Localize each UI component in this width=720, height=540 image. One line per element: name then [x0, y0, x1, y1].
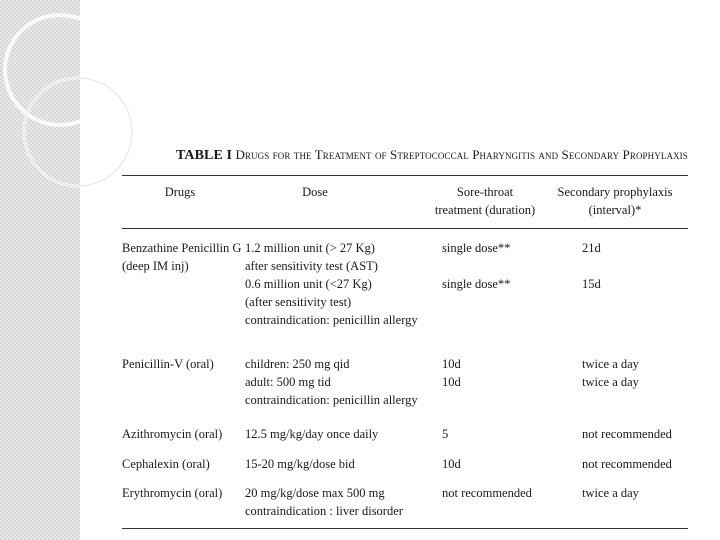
treatment-line	[442, 257, 510, 275]
column-header-prophylaxis	[555, 183, 675, 219]
table-row-dose	[245, 425, 378, 443]
table-row-treatment	[442, 239, 510, 293]
drug-name: Penicillin-V (oral)	[122, 357, 214, 371]
dose-line: 1.2 million unit (> 27 Kg)	[245, 241, 375, 255]
treatment-line: single dose**	[442, 277, 511, 291]
table-row-dose	[245, 239, 418, 329]
table-bottom-rule	[122, 528, 688, 529]
dose-line: contraindication: penicillin allergy	[245, 313, 418, 327]
dose-line: 20 mg/kg/dose max 500 mg	[245, 486, 385, 500]
table-number: TABLE I	[176, 148, 233, 163]
treatment-line: 5	[442, 427, 449, 441]
dose-line: 15-20 mg/kg/dose bid	[245, 457, 355, 471]
column-header-prophylaxis-line1: Secondary prophylaxis	[557, 185, 673, 199]
prophylaxis-line: twice a day	[582, 486, 639, 500]
treatment-line: 10d	[442, 457, 461, 471]
table-row-prophylaxis	[582, 425, 672, 443]
table-top-rule	[122, 175, 688, 176]
treatment-line: 10d	[442, 375, 461, 389]
prophylaxis-line	[582, 257, 601, 275]
dose-line: contraindication: penicillin allergy	[245, 393, 418, 407]
table-row-prophylaxis	[582, 484, 639, 502]
drug-route: (deep IM inj)	[122, 259, 189, 273]
table-caption: Drugs for the Treatment of Streptococcal Pharyngitis and Secondary Prophylaxis	[235, 147, 688, 162]
table-header-rule	[122, 228, 688, 229]
table-row-treatment	[442, 484, 532, 502]
table-row-prophylaxis	[582, 239, 601, 293]
drug-name: Benzathine Penicillin G	[122, 241, 242, 255]
table-row-drug	[122, 455, 210, 473]
prophylaxis-line: 15d	[582, 277, 601, 291]
table-row-drug	[122, 425, 222, 443]
table-row-dose	[245, 455, 355, 473]
table-row-prophylaxis	[582, 355, 639, 391]
prophylaxis-line: not recommended	[582, 457, 672, 471]
table-row-treatment	[442, 455, 461, 473]
column-header-prophylaxis-line2: (interval)*	[588, 203, 642, 217]
table-row-drug	[122, 484, 222, 502]
prophylaxis-line: twice a day	[582, 375, 639, 389]
column-header-drugs: Drugs	[164, 185, 196, 199]
treatment-line: not recommended	[442, 486, 532, 500]
column-header-dose: Dose	[302, 185, 328, 199]
dose-line: adult: 500 mg tid	[245, 375, 331, 389]
table-row-dose	[245, 355, 418, 409]
dose-line: contraindication : liver disorder	[245, 504, 403, 518]
prophylaxis-line: not recommended	[582, 427, 672, 441]
prophylaxis-line: twice a day	[582, 357, 639, 371]
table-row-drug	[122, 239, 241, 275]
table-row-treatment	[442, 425, 448, 443]
drug-name: Azithromycin (oral)	[122, 427, 223, 441]
table-row-prophylaxis	[582, 455, 672, 473]
dose-line: 0.6 million unit (<27 Kg)	[245, 277, 372, 291]
treatment-line: 10d	[442, 357, 461, 371]
table-title	[176, 147, 688, 164]
column-header-sore-throat	[425, 183, 545, 219]
column-header-sore-throat-line1: Sore-throat	[456, 185, 514, 199]
column-header-sore-throat-line2: treatment (duration)	[434, 203, 536, 217]
prophylaxis-line: 21d	[582, 241, 601, 255]
treatment-line: single dose**	[442, 241, 511, 255]
dose-line: 12.5 mg/kg/day once daily	[245, 427, 379, 441]
dose-line: (after sensitivity test)	[245, 295, 352, 309]
drug-name: Cephalexin (oral)	[122, 457, 210, 471]
dose-line: after sensitivity test (AST)	[245, 259, 378, 273]
table-row-dose	[245, 484, 403, 520]
dose-line: children: 250 mg qid	[245, 357, 350, 371]
decorative-rings	[0, 0, 140, 200]
table-row-drug	[122, 355, 214, 373]
drug-name: Erythromycin (oral)	[122, 486, 223, 500]
table-row-treatment	[442, 355, 461, 391]
